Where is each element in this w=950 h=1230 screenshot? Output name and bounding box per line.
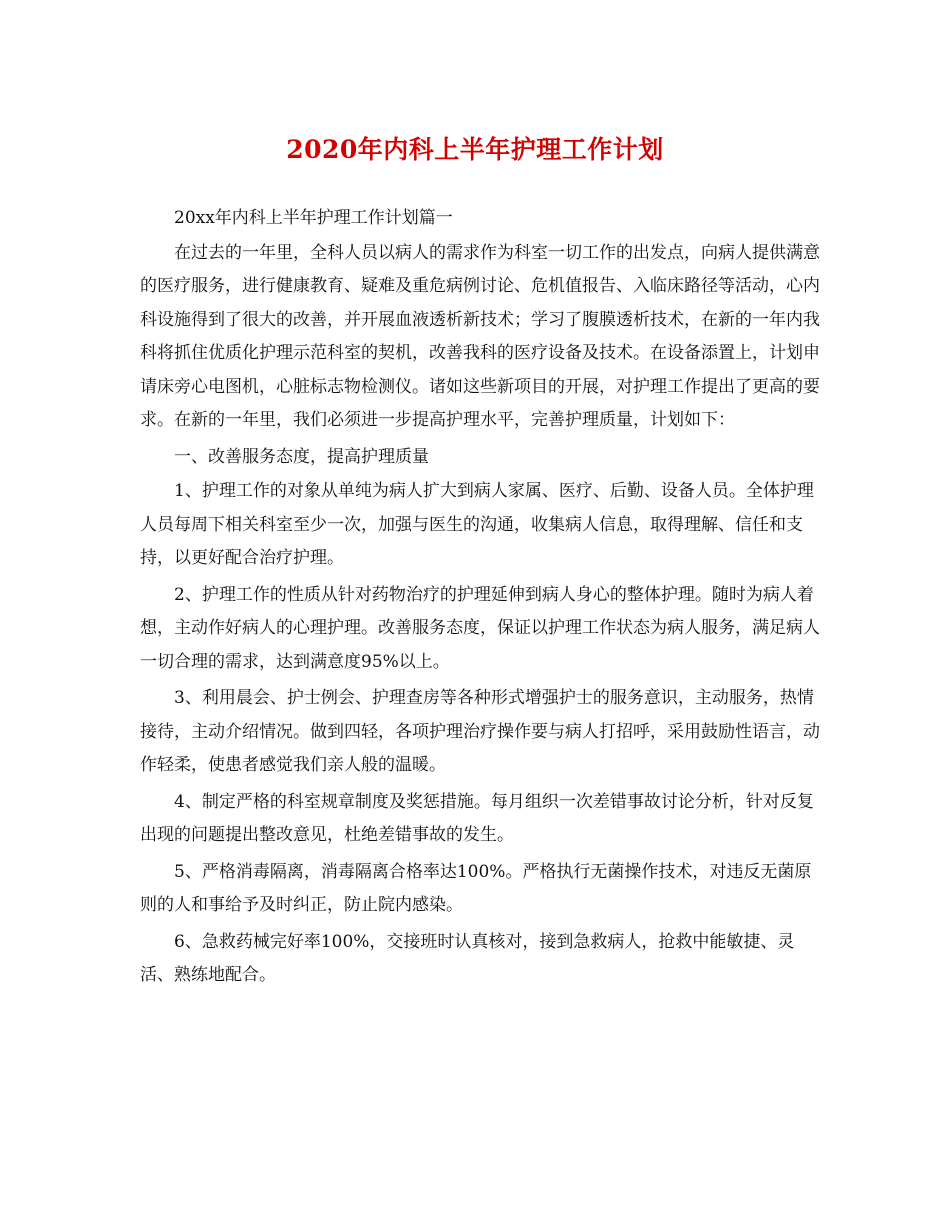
intro-paragraph: 在过去的一年里，全科人员以病人的需求作为科室一切工作的出发点，向病人提供满意的医疗服务，进行健康教育、疑难及重危病例讨论、危机值报告、入临床路径等活动，心内科设施得到了很大的改善，并开展血液透析新技术；学习了腹膜透析技术，在新的一年内我科将抓住优质化护理示范科室的契机，改善我科的医疗设备及技术。在设备添置上，计划申请床旁心电图机，心脏标志物检测仪。诸如这些新项目的开展，对护理工作提出了更高的要求。在新的一年里，我们必须进一步提高护理水平，完善护理质量，计划如下： bbox=[140, 242, 820, 430]
item-paragraph-2: 2、护理工作的性质从针对药物治疗的护理延伸到病人身心的整体护理。随时为病人着想，主动作好病人的心理护理。改善服务态度，保证以护理工作状态为病人服务，满足病人一切合理的需求，达到满意度95%以上。 bbox=[140, 584, 820, 672]
item-paragraph-6: 6、急救药械完好率100%，交接班时认真核对，接到急救病人，抢救中能敏捷、灵活、熟练地配合。 bbox=[140, 931, 795, 985]
item-paragraph-3: 3、利用晨会、护士例会、护理查房等各种形式增强护士的服务意识，主动服务，热情接待，主动介绍情况。做到四轻，各项护理治疗操作要与病人打招呼，采用鼓励性语言，动作轻柔，使患者感觉我们亲人般的温暖。 bbox=[140, 688, 820, 775]
item-paragraph-1: 1、护理工作的对象从单纯为病人扩大到病人家属、医疗、后勤、设备人员。全体护理人员每周下相关科室至少一次，加强与医生的沟通，收集病人信息，取得理解、信任和支持，以更好配合治疗护理。 bbox=[140, 481, 814, 568]
section-heading: 20xx年内科上半年护理工作计划篇一 bbox=[174, 208, 453, 228]
item-paragraph-5: 5、严格消毒隔离，消毒隔离合格率达100%。严格执行无菌操作技术，对违反无菌原则的人和事给予及时纠正，防止院内感染。 bbox=[140, 861, 812, 915]
subsection-heading: 一、改善服务态度，提高护理质量 bbox=[174, 446, 429, 467]
document-body bbox=[140, 202, 820, 996]
document-title: 2020年内科上半年护理工作计划 bbox=[286, 135, 664, 164]
item-paragraph-4: 4、制定严格的科室规章制度及奖惩措施。每月组织一次差错事故讨论分析，针对反复出现的问题提出整改意见，杜绝差错事故的发生。 bbox=[140, 791, 814, 845]
